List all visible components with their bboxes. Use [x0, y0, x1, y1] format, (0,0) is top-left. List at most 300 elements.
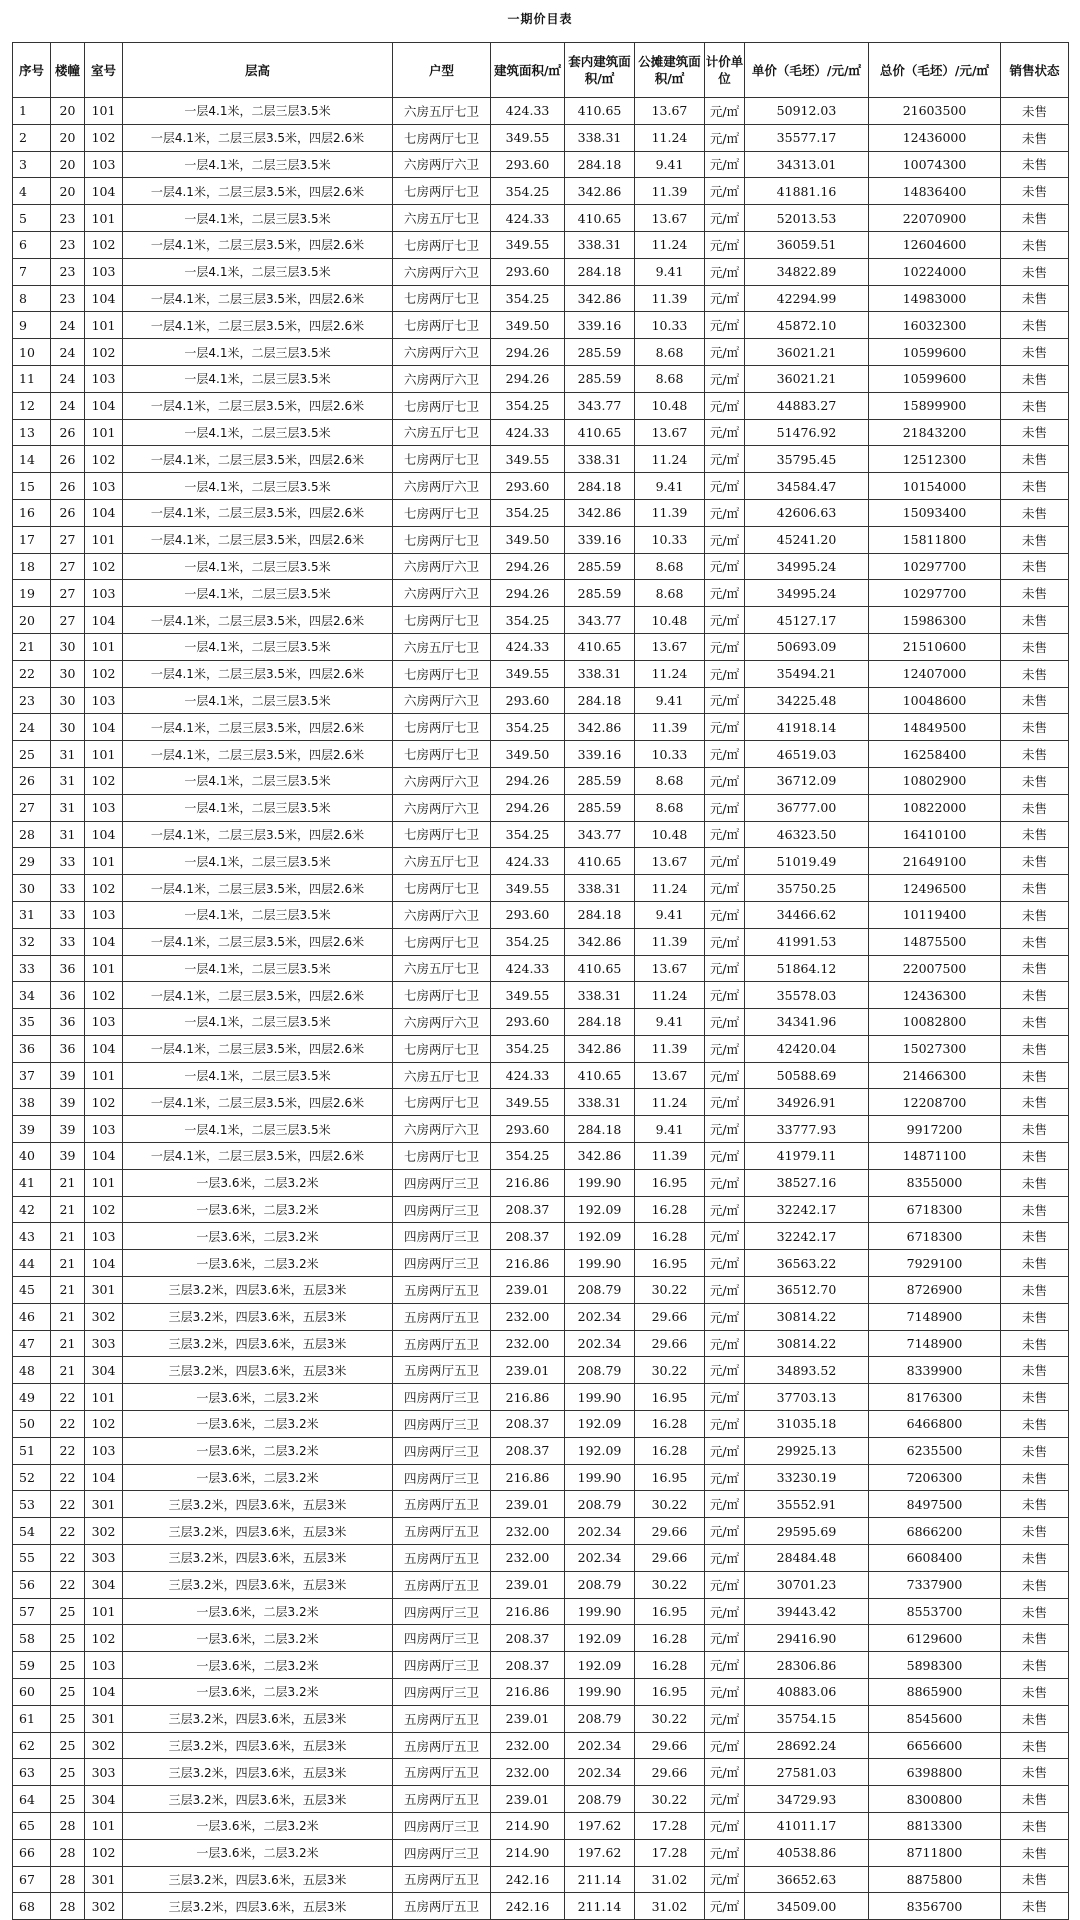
- table-cell: 208.37: [491, 1196, 565, 1223]
- table-cell: 284.18: [565, 473, 635, 500]
- table-cell: 元/㎡: [705, 660, 745, 687]
- table-cell: 未售: [1001, 1303, 1069, 1330]
- table-cell: 39: [51, 1062, 85, 1089]
- table-cell: 342.86: [565, 499, 635, 526]
- table-cell: 四房两厅三卫: [393, 1196, 491, 1223]
- table-cell: 410.65: [565, 848, 635, 875]
- table-cell: 11.39: [635, 714, 705, 741]
- table-cell: 五房两厅五卫: [393, 1518, 491, 1545]
- table-row: [13, 151, 1069, 178]
- table-cell: 192.09: [565, 1411, 635, 1438]
- table-cell: 七房两厅七卫: [393, 231, 491, 258]
- table-cell: 13: [13, 419, 51, 446]
- table-cell: 34893.52: [745, 1357, 869, 1384]
- table-cell: 四房两厅三卫: [393, 1598, 491, 1625]
- table-cell: 四房两厅三卫: [393, 1679, 491, 1706]
- table-cell: 11.39: [635, 285, 705, 312]
- price-table: [12, 42, 1069, 1920]
- table-cell: 未售: [1001, 151, 1069, 178]
- table-cell: 一层4.1米，二层三层3.5米: [123, 848, 393, 875]
- table-cell: 354.25: [491, 392, 565, 419]
- table-cell: 元/㎡: [705, 365, 745, 392]
- table-cell: 28: [51, 1893, 85, 1920]
- table-cell: 35750.25: [745, 875, 869, 902]
- table-cell: 104: [85, 607, 123, 634]
- table-cell: 未售: [1001, 98, 1069, 125]
- table-cell: 五房两厅五卫: [393, 1759, 491, 1786]
- table-cell: 30: [51, 714, 85, 741]
- table-cell: 未售: [1001, 1437, 1069, 1464]
- table-cell: 21: [51, 1223, 85, 1250]
- table-row: [13, 1786, 1069, 1813]
- table-row: [13, 1866, 1069, 1893]
- table-row: [13, 285, 1069, 312]
- table-cell: 31: [13, 901, 51, 928]
- table-cell: 102: [85, 767, 123, 794]
- table-cell: 元/㎡: [705, 1491, 745, 1518]
- table-cell: 239.01: [491, 1357, 565, 1384]
- table-cell: 元/㎡: [705, 875, 745, 902]
- table-cell: 5: [13, 205, 51, 232]
- table-cell: 元/㎡: [705, 741, 745, 768]
- table-cell: 342.86: [565, 178, 635, 205]
- table-cell: 8.68: [635, 339, 705, 366]
- table-cell: 31: [51, 767, 85, 794]
- table-cell: 30.22: [635, 1786, 705, 1813]
- table-cell: 一层3.6米，二层3.2米: [123, 1250, 393, 1277]
- table-cell: 34: [13, 982, 51, 1009]
- table-row: [13, 339, 1069, 366]
- table-cell: 三层3.2米，四层3.6米，五层3米: [123, 1303, 393, 1330]
- table-cell: 一层4.1米，二层三层3.5米，四层2.6米: [123, 660, 393, 687]
- table-cell: 元/㎡: [705, 1277, 745, 1304]
- table-cell: 42: [13, 1196, 51, 1223]
- table-cell: 22: [51, 1384, 85, 1411]
- table-cell: 22: [51, 1545, 85, 1572]
- table-cell: 57: [13, 1598, 51, 1625]
- table-row: [13, 205, 1069, 232]
- table-cell: 45241.20: [745, 526, 869, 553]
- table-cell: 30.22: [635, 1705, 705, 1732]
- table-cell: 一层3.6米，二层3.2米: [123, 1839, 393, 1866]
- table-cell: 42606.63: [745, 499, 869, 526]
- table-cell: 一层3.6米，二层3.2米: [123, 1464, 393, 1491]
- table-cell: 六房五厅七卫: [393, 98, 491, 125]
- table-cell: 34729.93: [745, 1786, 869, 1813]
- table-cell: 339.16: [565, 312, 635, 339]
- table-cell: 元/㎡: [705, 955, 745, 982]
- table-cell: 208.37: [491, 1411, 565, 1438]
- table-cell: 四房两厅三卫: [393, 1411, 491, 1438]
- table-cell: 四房两厅三卫: [393, 1169, 491, 1196]
- table-cell: 27: [51, 580, 85, 607]
- table-row: [13, 231, 1069, 258]
- table-cell: 27: [13, 794, 51, 821]
- table-cell: 52: [13, 1464, 51, 1491]
- table-cell: 46323.50: [745, 821, 869, 848]
- table-cell: 50588.69: [745, 1062, 869, 1089]
- table-cell: 101: [85, 205, 123, 232]
- table-cell: 元/㎡: [705, 1625, 745, 1652]
- table-cell: 未售: [1001, 1062, 1069, 1089]
- table-cell: 216.86: [491, 1464, 565, 1491]
- table-cell: 51864.12: [745, 955, 869, 982]
- table-cell: 一层4.1米，二层三层3.5米: [123, 955, 393, 982]
- table-cell: 354.25: [491, 285, 565, 312]
- table-cell: 四房两厅三卫: [393, 1839, 491, 1866]
- table-cell: 349.50: [491, 741, 565, 768]
- table-cell: 301: [85, 1491, 123, 1518]
- table-cell: 354.25: [491, 499, 565, 526]
- table-cell: 16: [13, 499, 51, 526]
- table-row: [13, 821, 1069, 848]
- table-cell: 39: [51, 1116, 85, 1143]
- table-cell: 22: [13, 660, 51, 687]
- table-cell: 293.60: [491, 151, 565, 178]
- table-cell: 四房两厅三卫: [393, 1813, 491, 1840]
- table-cell: 284.18: [565, 901, 635, 928]
- column-header: 销售状态: [1001, 43, 1069, 98]
- table-cell: 104: [85, 1679, 123, 1706]
- table-cell: 216.86: [491, 1169, 565, 1196]
- table-cell: 元/㎡: [705, 1116, 745, 1143]
- table-row: [13, 1464, 1069, 1491]
- table-cell: 101: [85, 1062, 123, 1089]
- table-cell: 21843200: [869, 419, 1001, 446]
- table-cell: 六房两厅六卫: [393, 365, 491, 392]
- table-cell: 8176300: [869, 1384, 1001, 1411]
- table-cell: 216.86: [491, 1384, 565, 1411]
- table-cell: 65: [13, 1813, 51, 1840]
- table-cell: 三层3.2米，四层3.6米，五层3米: [123, 1705, 393, 1732]
- table-cell: 一层4.1米，二层三层3.5米，四层2.6米: [123, 875, 393, 902]
- table-cell: 349.55: [491, 875, 565, 902]
- table-cell: 10154000: [869, 473, 1001, 500]
- table-cell: 102: [85, 875, 123, 902]
- table-cell: 38527.16: [745, 1169, 869, 1196]
- table-cell: 六房两厅六卫: [393, 767, 491, 794]
- table-cell: 30: [51, 660, 85, 687]
- table-cell: 30701.23: [745, 1571, 869, 1598]
- table-cell: 未售: [1001, 901, 1069, 928]
- table-cell: 六房两厅六卫: [393, 687, 491, 714]
- table-cell: 元/㎡: [705, 473, 745, 500]
- table-cell: 30814.22: [745, 1330, 869, 1357]
- table-cell: 9.41: [635, 687, 705, 714]
- table-cell: 元/㎡: [705, 1705, 745, 1732]
- table-cell: 六房两厅六卫: [393, 1116, 491, 1143]
- table-cell: 104: [85, 285, 123, 312]
- table-cell: 45127.17: [745, 607, 869, 634]
- table-cell: 11.24: [635, 231, 705, 258]
- table-cell: 五房两厅五卫: [393, 1705, 491, 1732]
- table-cell: 11.39: [635, 928, 705, 955]
- table-cell: 26: [51, 419, 85, 446]
- table-cell: 8356700: [869, 1893, 1001, 1920]
- table-cell: 三层3.2米，四层3.6米，五层3米: [123, 1330, 393, 1357]
- table-cell: 32242.17: [745, 1196, 869, 1223]
- table-cell: 342.86: [565, 1143, 635, 1170]
- table-cell: 104: [85, 178, 123, 205]
- table-cell: 22007500: [869, 955, 1001, 982]
- table-cell: 未售: [1001, 1196, 1069, 1223]
- table-cell: 104: [85, 714, 123, 741]
- table-cell: 208.79: [565, 1571, 635, 1598]
- table-cell: 三层3.2米，四层3.6米，五层3米: [123, 1866, 393, 1893]
- column-header: 层高: [123, 43, 393, 98]
- table-row: [13, 1705, 1069, 1732]
- table-cell: 35494.21: [745, 660, 869, 687]
- table-cell: 41011.17: [745, 1813, 869, 1840]
- table-cell: 未售: [1001, 1732, 1069, 1759]
- table-cell: 285.59: [565, 553, 635, 580]
- table-cell: 元/㎡: [705, 205, 745, 232]
- table-cell: 未售: [1001, 794, 1069, 821]
- table-row: [13, 687, 1069, 714]
- table-cell: 40538.86: [745, 1839, 869, 1866]
- table-cell: 25: [51, 1786, 85, 1813]
- table-cell: 103: [85, 1652, 123, 1679]
- table-cell: 36712.09: [745, 767, 869, 794]
- table-cell: 33: [51, 875, 85, 902]
- table-cell: 293.60: [491, 473, 565, 500]
- table-cell: 104: [85, 1035, 123, 1062]
- table-cell: 五房两厅五卫: [393, 1893, 491, 1920]
- table-cell: 192.09: [565, 1223, 635, 1250]
- table-cell: 未售: [1001, 1652, 1069, 1679]
- table-cell: 34995.24: [745, 580, 869, 607]
- table-cell: 9: [13, 312, 51, 339]
- table-cell: 39: [51, 1089, 85, 1116]
- table-cell: 34225.48: [745, 687, 869, 714]
- table-cell: 元/㎡: [705, 821, 745, 848]
- table-cell: 未售: [1001, 499, 1069, 526]
- table-cell: 285.59: [565, 794, 635, 821]
- table-cell: 一层4.1米，二层三层3.5米，四层2.6米: [123, 1089, 393, 1116]
- table-cell: 20: [51, 98, 85, 125]
- table-cell: 202.34: [565, 1545, 635, 1572]
- table-row: [13, 1652, 1069, 1679]
- table-cell: 24: [51, 392, 85, 419]
- table-cell: 未售: [1001, 1491, 1069, 1518]
- table-cell: 元/㎡: [705, 258, 745, 285]
- table-cell: 15027300: [869, 1035, 1001, 1062]
- table-cell: 元/㎡: [705, 607, 745, 634]
- table-cell: 四房两厅三卫: [393, 1223, 491, 1250]
- table-cell: 元/㎡: [705, 1839, 745, 1866]
- table-cell: 未售: [1001, 339, 1069, 366]
- table-cell: 103: [85, 794, 123, 821]
- table-row: [13, 258, 1069, 285]
- table-cell: 12: [13, 392, 51, 419]
- table-cell: 294.26: [491, 794, 565, 821]
- table-row: [13, 1571, 1069, 1598]
- table-cell: 21: [13, 633, 51, 660]
- table-cell: 16.28: [635, 1223, 705, 1250]
- table-cell: 未售: [1001, 1571, 1069, 1598]
- table-row: [13, 633, 1069, 660]
- table-cell: 七房两厅七卫: [393, 928, 491, 955]
- table-cell: 302: [85, 1303, 123, 1330]
- table-cell: 七房两厅七卫: [393, 821, 491, 848]
- table-cell: 22: [51, 1464, 85, 1491]
- table-cell: 8497500: [869, 1491, 1001, 1518]
- table-cell: 元/㎡: [705, 124, 745, 151]
- column-header: 户型: [393, 43, 491, 98]
- table-cell: 16.28: [635, 1652, 705, 1679]
- table-cell: 27: [51, 607, 85, 634]
- table-cell: 元/㎡: [705, 1062, 745, 1089]
- table-cell: 23: [51, 258, 85, 285]
- table-cell: 303: [85, 1545, 123, 1572]
- table-cell: 未售: [1001, 1625, 1069, 1652]
- table-cell: 未售: [1001, 1089, 1069, 1116]
- table-cell: 21466300: [869, 1062, 1001, 1089]
- table-cell: 六房两厅六卫: [393, 339, 491, 366]
- table-cell: 23: [51, 231, 85, 258]
- table-cell: 11.24: [635, 446, 705, 473]
- table-cell: 102: [85, 1411, 123, 1438]
- table-row: [13, 178, 1069, 205]
- table-cell: 六房五厅七卫: [393, 848, 491, 875]
- table-cell: 36059.51: [745, 231, 869, 258]
- table-cell: 33777.93: [745, 1116, 869, 1143]
- table-cell: 元/㎡: [705, 1357, 745, 1384]
- table-cell: 七房两厅七卫: [393, 741, 491, 768]
- table-row: [13, 499, 1069, 526]
- table-cell: 338.31: [565, 446, 635, 473]
- table-cell: 31035.18: [745, 1411, 869, 1438]
- table-row: [13, 1518, 1069, 1545]
- table-cell: 8875800: [869, 1866, 1001, 1893]
- table-cell: 一层4.1米，二层三层3.5米: [123, 767, 393, 794]
- table-cell: 41991.53: [745, 928, 869, 955]
- table-cell: 66: [13, 1839, 51, 1866]
- table-row: [13, 1411, 1069, 1438]
- table-cell: 8: [13, 285, 51, 312]
- table-cell: 元/㎡: [705, 499, 745, 526]
- table-cell: 四房两厅三卫: [393, 1437, 491, 1464]
- table-cell: 元/㎡: [705, 1813, 745, 1840]
- table-cell: 未售: [1001, 607, 1069, 634]
- table-cell: 五房两厅五卫: [393, 1491, 491, 1518]
- table-cell: 未售: [1001, 928, 1069, 955]
- table-cell: 6: [13, 231, 51, 258]
- table-row: [13, 1089, 1069, 1116]
- table-cell: 410.65: [565, 205, 635, 232]
- table-cell: 一层4.1米，二层三层3.5米: [123, 473, 393, 500]
- table-cell: 303: [85, 1330, 123, 1357]
- table-cell: 未售: [1001, 1786, 1069, 1813]
- table-cell: 11.24: [635, 982, 705, 1009]
- table-cell: 343.77: [565, 821, 635, 848]
- table-cell: 192.09: [565, 1437, 635, 1464]
- table-cell: 6608400: [869, 1545, 1001, 1572]
- column-header: 单价（毛坯）/元/㎡: [745, 43, 869, 98]
- table-cell: 410.65: [565, 1062, 635, 1089]
- table-cell: 338.31: [565, 875, 635, 902]
- table-cell: 192.09: [565, 1196, 635, 1223]
- table-cell: 284.18: [565, 687, 635, 714]
- table-cell: 元/㎡: [705, 1303, 745, 1330]
- table-cell: 349.50: [491, 312, 565, 339]
- table-row: [13, 660, 1069, 687]
- table-cell: 8.68: [635, 553, 705, 580]
- table-cell: 一层4.1米，二层三层3.5米: [123, 98, 393, 125]
- table-cell: 199.90: [565, 1679, 635, 1706]
- table-cell: 24: [13, 714, 51, 741]
- table-cell: 101: [85, 98, 123, 125]
- table-cell: 三层3.2米，四层3.6米，五层3米: [123, 1759, 393, 1786]
- table-cell: 103: [85, 687, 123, 714]
- table-cell: 七房两厅七卫: [393, 714, 491, 741]
- table-cell: 208.37: [491, 1223, 565, 1250]
- table-cell: 338.31: [565, 982, 635, 1009]
- table-cell: 216.86: [491, 1250, 565, 1277]
- table-cell: 元/㎡: [705, 231, 745, 258]
- table-cell: 6718300: [869, 1223, 1001, 1250]
- table-cell: 一层4.1米，二层三层3.5米: [123, 151, 393, 178]
- table-cell: 239.01: [491, 1491, 565, 1518]
- table-row: [13, 1545, 1069, 1572]
- table-cell: 16.95: [635, 1679, 705, 1706]
- table-cell: 301: [85, 1705, 123, 1732]
- table-cell: 63: [13, 1759, 51, 1786]
- table-cell: 8355000: [869, 1169, 1001, 1196]
- table-cell: 6235500: [869, 1437, 1001, 1464]
- table-cell: 一层4.1米，二层三层3.5米: [123, 205, 393, 232]
- table-cell: 元/㎡: [705, 928, 745, 955]
- table-cell: 五房两厅五卫: [393, 1330, 491, 1357]
- table-cell: 8726900: [869, 1277, 1001, 1304]
- table-cell: 304: [85, 1357, 123, 1384]
- table-cell: 103: [85, 473, 123, 500]
- table-cell: 8.68: [635, 580, 705, 607]
- table-cell: 410.65: [565, 419, 635, 446]
- table-cell: 46519.03: [745, 741, 869, 768]
- table-cell: 五房两厅五卫: [393, 1357, 491, 1384]
- table-cell: 197.62: [565, 1813, 635, 1840]
- table-cell: 三层3.2米，四层3.6米，五层3米: [123, 1545, 393, 1572]
- table-cell: 未售: [1001, 285, 1069, 312]
- table-row: [13, 794, 1069, 821]
- table-cell: 354.25: [491, 714, 565, 741]
- table-cell: 未售: [1001, 1598, 1069, 1625]
- table-cell: 293.60: [491, 687, 565, 714]
- table-cell: 7206300: [869, 1464, 1001, 1491]
- table-cell: 51: [13, 1437, 51, 1464]
- table-cell: 11.24: [635, 875, 705, 902]
- table-cell: 208.37: [491, 1437, 565, 1464]
- table-cell: 30.22: [635, 1491, 705, 1518]
- table-cell: 未售: [1001, 982, 1069, 1009]
- table-row: [13, 98, 1069, 125]
- table-cell: 35795.45: [745, 446, 869, 473]
- table-cell: 199.90: [565, 1250, 635, 1277]
- table-cell: 294.26: [491, 580, 565, 607]
- table-cell: 未售: [1001, 1330, 1069, 1357]
- table-cell: 36563.22: [745, 1250, 869, 1277]
- table-cell: 36: [51, 955, 85, 982]
- table-cell: 42294.99: [745, 285, 869, 312]
- table-cell: 30: [13, 875, 51, 902]
- table-row: [13, 1813, 1069, 1840]
- table-cell: 293.60: [491, 1116, 565, 1143]
- table-cell: 33: [51, 928, 85, 955]
- table-cell: 102: [85, 124, 123, 151]
- table-cell: 192.09: [565, 1625, 635, 1652]
- table-cell: 294.26: [491, 767, 565, 794]
